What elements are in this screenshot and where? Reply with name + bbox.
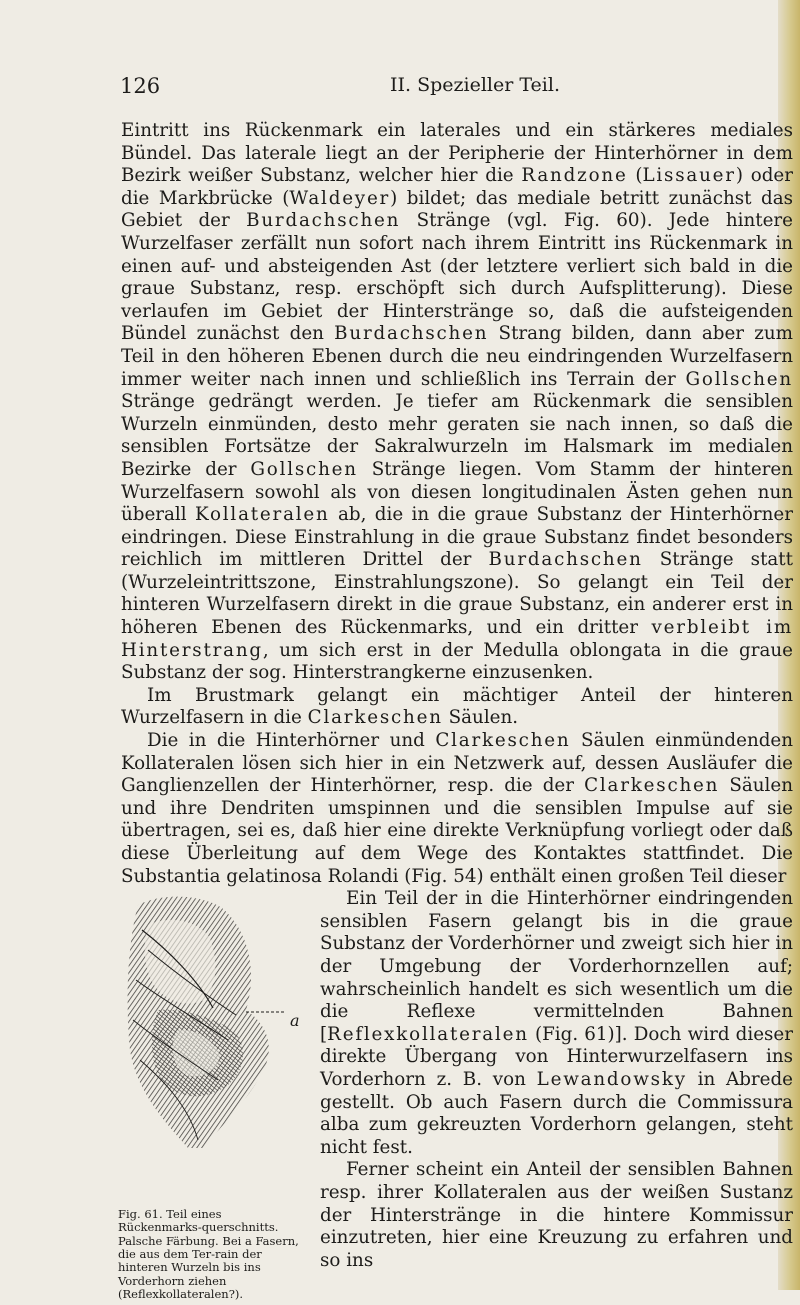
figure-caption: Fig. 61. Teil eines Rückenmarks-querschnitts. Palsche Färbung. Bei a Fasern, die aus dem Ter-rain der hinteren Wurzeln bis ins Vorderhorn ziehen (Reflexkollateralen?). bbox=[118, 1207, 299, 1301]
figure-61-illustration bbox=[118, 890, 308, 1208]
running-head: II. Spezieller Teil. bbox=[390, 74, 560, 96]
figure-label-a: a bbox=[290, 1011, 300, 1031]
body-text bbox=[118, 120, 794, 1305]
page-header bbox=[120, 74, 790, 102]
paragraph-2: Im Brustmark gelangt ein mächtiger Anteil der hinteren Wurzelfasern in die Clarkeschen Säulen. bbox=[121, 684, 793, 729]
figure-61 bbox=[118, 890, 308, 1301]
paragraph-3: Die in die Hinterhörner und Clarkeschen Säulen einmündenden Kollateralen lösen sich hier in ein Netzwerk auf, dessen Ausläufer die Ganglienzellen der Hinterhörner, resp. die der Clarkeschen Säulen und ihre Dendriten umspinnen und die sensiblen Impulse auf sie übertragen, sei es, daß hier eine direkte Verknüpfung vorliegt oder daß diese Überleitung auf dem Wege des Kontaktes stattfindet. Die Substantia gelatinosa Rolandi (Fig. 54) enthält einen großen Teil dieser bbox=[121, 730, 794, 887]
page-number: 126 bbox=[120, 74, 161, 98]
paragraph-4: Ein Teil der in die Hinterhörner eindringenden sensiblen Fasern gelangt bis in die graue Substanz der Vorderhörner und zweigt sich hier in der Umgebung der Vorderhornzellen auf; wahrscheinlich handelt es sich wesentlich um die die Reflexe vermittelnden Bahnen [Reflexkollateralen (Fig. 61)]. Doch wird dieser direkte Übergang von Hinterwurzelfasern ins Vorderhorn z. B. von Lewandowsky in Abrede gestellt. Ob auch Fasern durch die Commissura alba zum gekreuzten Vorderhorn gelangen, steht nicht fest. bbox=[320, 888, 793, 1158]
spinal-cord-section-drawing bbox=[118, 890, 308, 1208]
paragraph-1: Eintritt ins Rückenmark ein laterales und ein stärkeres mediales Bündel. Das laterale liegt an der Peripherie der Hinterhörner in dem Bezirk weißer Substanz, welcher hier die Randzone (Lissauer) oder die Markbrücke (Waldeyer) bildet; das mediale betritt zunächst das Gebiet der Burdachschen Stränge (vgl. Fig. 60). Jede hintere Wurzelfaser zerfällt nun sofort nach ihrem Eintritt ins Rückenmark in einen auf- und absteigenden Ast (der letztere verliert sich bald in die graue Substanz, resp. erschöpft sich durch Aufsplitterung). Diese verlaufen im Gebiet der Hinterstränge so, daß die aufsteigenden Bündel zunächst den Burdachschen Strang bilden, dann aber zum Teil in den höheren Ebenen durch die neu eindringenden Wurzelfasern immer weiter nach innen und schließlich ins Terrain der Gollschen Stränge gedrängt werden. Je tiefer am Rückenmark die sensiblen Wurzeln einmünden, desto mehr geraten sie nach innen, so daß die sensiblen Fortsätze der Sakralwurzeln im Halsmark im medialen Bezirke der Gollschen Stränge liegen. Vom Stamm der hinteren Wurzelfasern sowohl als von diesen longitudinalen Ästen gehen nun überall Kollateralen ab, die in die graue Substanz der Hinterhörner eindringen. Diese Einstrahlung in die graue Substanz findet besonders reichlich im mittleren Drittel der Burdachschen Stränge statt (Wurzeleintrittszone, Einstrahlungszone). So gelangt ein Teil der hinteren Wurzelfasern direkt in die graue Substanz, ein anderer erst in höheren Ebenen des Rückenmarks, und ein dritter verbleibt im Hinterstrang, um sich erst in der Medulla oblongata in die graue Substanz der sog. Hinterstrangkerne einzusenken. bbox=[121, 120, 794, 684]
paragraph-5: Ferner scheint ein Anteil der sensiblen Bahnen resp. ihrer Kollateralen aus der weißen Sustanz der Hinterstränge in die hintere Kommissur einzutreten, hier eine Kreuzung zu erfahren und so ins bbox=[320, 1159, 793, 1271]
